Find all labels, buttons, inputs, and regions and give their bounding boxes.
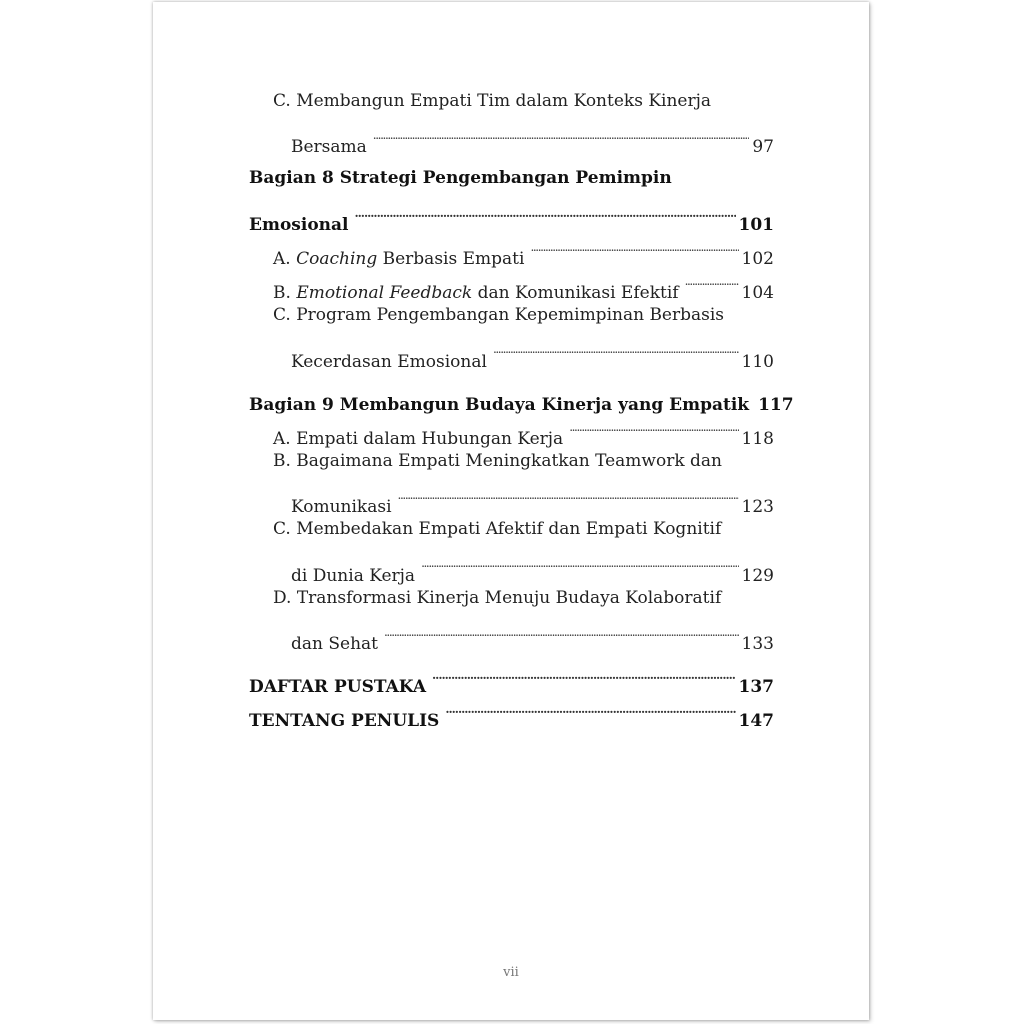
toc-entry-text: B. Bagaimana Empati Meningkatkan Teamwork dan xyxy=(273,450,723,471)
toc-page-number: 118 xyxy=(741,428,774,449)
toc-chapter-text: Bagian 9 Membangun Budaya Kinerja yang Empatik xyxy=(249,394,750,415)
toc-entry-b9-line2 xyxy=(249,478,774,518)
toc-page-number: 123 xyxy=(741,497,774,518)
toc-chapter-text: DAFTAR PUSTAKA xyxy=(249,677,427,698)
toc-chapter-8-line2 xyxy=(249,196,774,235)
dot-leader xyxy=(569,410,738,444)
toc-chapter-8-line1 xyxy=(249,161,774,195)
toc-page-number: 137 xyxy=(738,677,774,698)
toc-entry-d9-line2 xyxy=(249,615,774,654)
toc-entry-italic: Emotional Feedback xyxy=(296,283,473,304)
toc-page-number: 117 xyxy=(758,394,794,415)
dot-leader xyxy=(530,230,738,264)
toc-chapter-text: TENTANG PENULIS xyxy=(249,711,440,732)
toc-page-number: 147 xyxy=(738,711,774,732)
dot-leader xyxy=(398,478,739,512)
toc-entry-c7-line2 xyxy=(249,118,774,158)
toc-entry-c9-line1 xyxy=(249,512,774,546)
dot-leader xyxy=(685,264,739,298)
dot-leader xyxy=(445,692,735,726)
page-folio: vii xyxy=(503,965,519,980)
toc-entry-d9-line1 xyxy=(249,581,774,615)
table-of-contents xyxy=(249,84,794,732)
toc-page-number: 104 xyxy=(741,283,774,304)
toc-entry-text: C. Membangun Empati Tim dalam Konteks Kinerja xyxy=(273,91,712,111)
toc-entry-text: C. Membedakan Empati Afektif dan Empati Kognitif xyxy=(273,519,722,540)
toc-entry-text: di Dunia Kerja xyxy=(291,565,416,586)
toc-entry-rest: Berbasis Empati xyxy=(377,248,525,269)
toc-page-number: 110 xyxy=(741,351,774,372)
toc-entry-c7-line1 xyxy=(249,84,774,118)
toc-entry-prefix: A. xyxy=(273,248,297,269)
toc-page-number: 102 xyxy=(741,248,774,269)
toc-entry-text: Kecerdasan Emosional xyxy=(291,351,487,372)
dot-leader xyxy=(355,196,736,230)
toc-chapter-9 xyxy=(249,376,794,415)
toc-entry-text: C. Program Pengembangan Kepemimpinan Berbasis xyxy=(273,305,725,326)
toc-entry-rest: dan Komunikasi Efektif xyxy=(472,283,679,304)
toc-page-number: 97 xyxy=(752,137,774,158)
toc-entry-prefix: B. xyxy=(273,283,297,304)
toc-entry-text: A. Empati dalam Hubungan Kerja xyxy=(273,428,564,449)
toc-entry-c9-line2 xyxy=(249,546,774,586)
dot-leader xyxy=(373,118,750,152)
toc-page-number: 101 xyxy=(738,214,774,235)
toc-entry-text: Komunikasi xyxy=(291,497,392,518)
dot-leader xyxy=(493,332,739,366)
document-page xyxy=(153,2,869,1020)
toc-entry-text xyxy=(273,242,524,276)
toc-entry-text: D. Transformasi Kinerja Menuju Budaya Kolaboratif xyxy=(273,587,722,608)
dot-leader xyxy=(432,658,735,692)
toc-entry-c8-line2 xyxy=(249,332,774,372)
toc-bibliography xyxy=(249,658,774,698)
toc-entry-italic: Coaching xyxy=(296,248,378,269)
toc-chapter-text: Emosional xyxy=(249,214,349,235)
toc-chapter-text: Bagian 8 Strategi Pengembangan Pemimpin xyxy=(249,168,672,189)
dot-leader xyxy=(421,546,738,580)
toc-entry-b9-line1 xyxy=(249,444,774,478)
toc-page-number: 133 xyxy=(741,634,774,654)
dot-leader xyxy=(384,615,739,649)
toc-page-number: 129 xyxy=(741,565,774,586)
toc-entry-c8-line1 xyxy=(249,298,774,332)
toc-entry-text: Bersama xyxy=(291,137,367,158)
toc-entry-text: dan Sehat xyxy=(291,634,378,654)
